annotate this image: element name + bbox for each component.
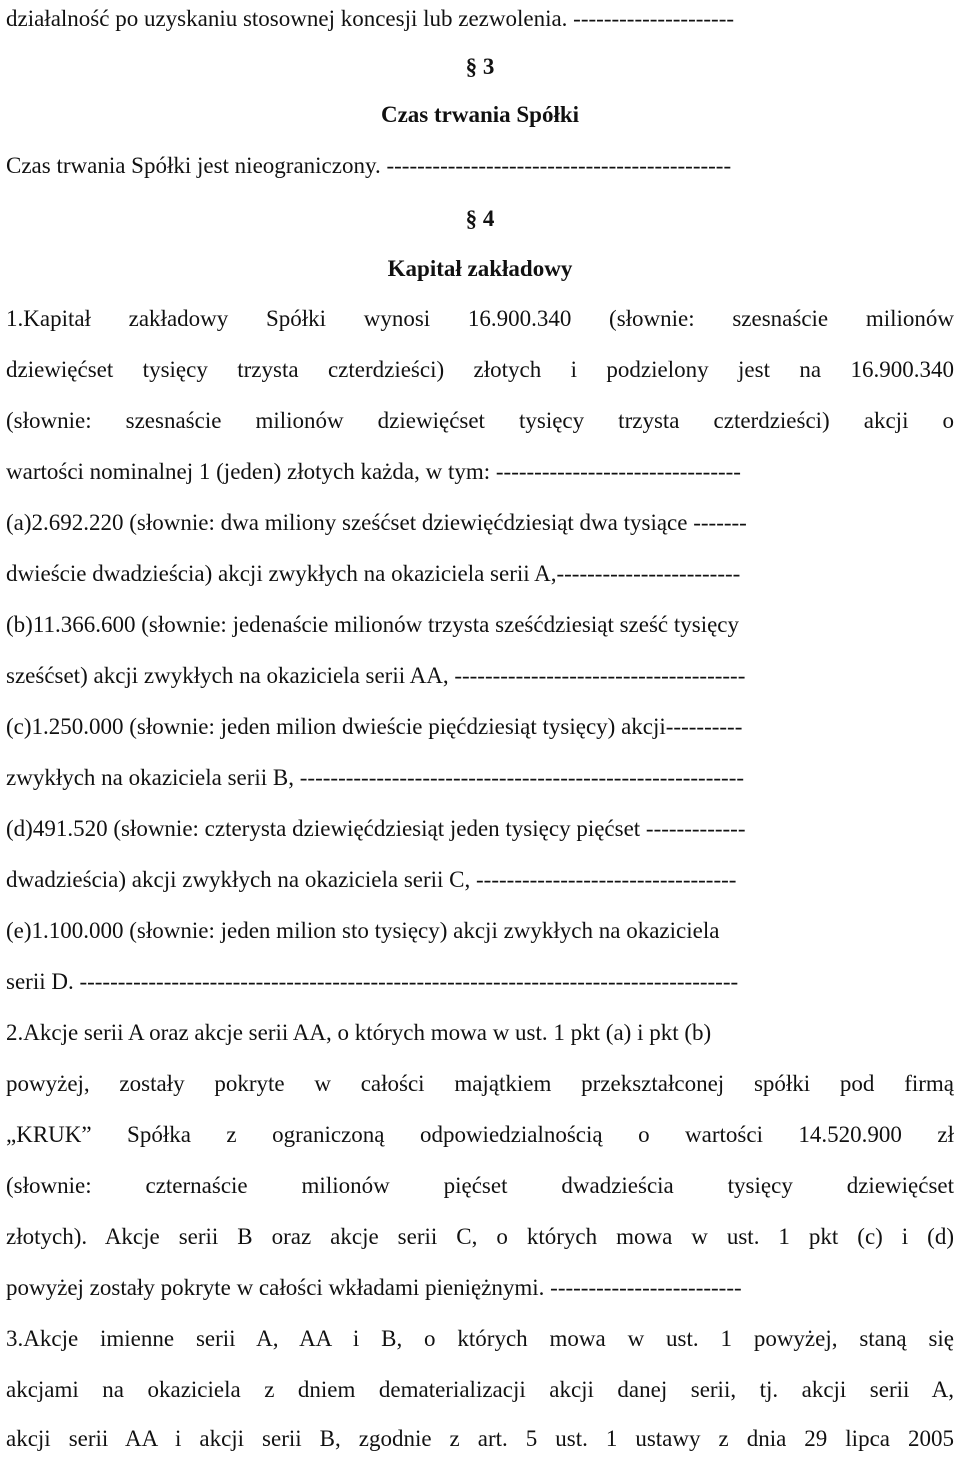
text-line: zwykłych na okaziciela serii B, ---------------------------------------------------------- [6, 765, 745, 790]
text-line: (c)1.250.000 (słownie: jeden milion dwieście pięćdziesiąt tysięcy) akcji---------- [6, 714, 743, 739]
text-line: 3.Akcje imienne serii A, AA i B, o których mowa w ust. 1 powyżej, staną się [6, 1326, 954, 1351]
text-line: (a)2.692.220 (słownie: dwa miliony sześćset dziewięćdziesiąt dwa tysiące ------- [6, 510, 747, 535]
text-line: Czas trwania Spółki jest nieograniczony. --------------------------------------------- [6, 153, 732, 178]
text-line: (e)1.100.000 (słownie: jeden milion sto tysięcy) akcji zwykłych na okaziciela [6, 918, 720, 943]
text-line: 2.Akcje serii A oraz akcje serii AA, o których mowa w ust. 1 pkt (a) i pkt (b) [6, 1020, 712, 1045]
text-line: wartości nominalnej 1 (jeden) złotych każda, w tym: -------------------------------- [6, 459, 741, 484]
text-line: powyżej, zostały pokryte w całości majątkiem przekształconej spółki pod firmą [6, 1071, 954, 1096]
text-line: (d)491.520 (słownie: czterysta dziewięćdziesiąt jeden tysięcy pięćset ------------- [6, 816, 746, 841]
section-heading: Kapitał zakładowy [387, 256, 573, 281]
text-line: powyżej zostały pokryte w całości wkładami pieniężnymi. ------------------------- [6, 1275, 742, 1300]
text-line: akcji serii AA i akcji serii B, zgodnie z art. 5 ust. 1 ustawy z dnia 29 lipca 2005 [6, 1426, 954, 1451]
section-heading: Czas trwania Spółki [380, 102, 580, 127]
text-line: 1.Kapitał zakładowy Spółki wynosi 16.900.340 (słownie: szesnaście milionów [6, 306, 954, 331]
text-line: akcjami na okaziciela z dniem dematerializacji akcji danej serii, tj. akcji serii A, [6, 1377, 954, 1402]
text-line: dwadzieścia) akcji zwykłych na okaziciela serii C, ---------------------------------- [6, 867, 737, 892]
text-line: (b)11.366.600 (słownie: jedenaście milionów trzysta sześćdziesiąt sześć tysięcy [6, 612, 740, 637]
text-line: serii D. -------------------------------------------------------------------------------------- [6, 969, 739, 994]
text-line: „KRUK” Spółka z ograniczoną odpowiedzialnością o wartości 14.520.900 zł [6, 1122, 954, 1147]
text-line: sześćset) akcji zwykłych na okaziciela serii AA, -------------------------------------- [6, 663, 746, 688]
text-line: (słownie: szesnaście milionów dziewięćset tysięcy trzysta czterdzieści) akcji o [6, 408, 954, 433]
text-line: działalność po uzyskaniu stosownej koncesji lub zezwolenia. --------------------- [6, 6, 735, 31]
section-number-4: § 4 [465, 206, 495, 231]
text-line: (słownie: czternaście milionów pięćset dwadzieścia tysięcy dziewięćset [6, 1173, 954, 1198]
section-number-3: § 3 [465, 54, 495, 79]
text-line: dwieście dwadzieścia) akcji zwykłych na okaziciela serii A,------------------------ [6, 561, 741, 586]
text-line: dziewięćset tysięcy trzysta czterdzieści) złotych i podzielony jest na 16.900.340 [6, 357, 954, 382]
text-line: złotych). Akcje serii B oraz akcje serii C, o których mowa w ust. 1 pkt (c) i (d) [6, 1224, 954, 1249]
